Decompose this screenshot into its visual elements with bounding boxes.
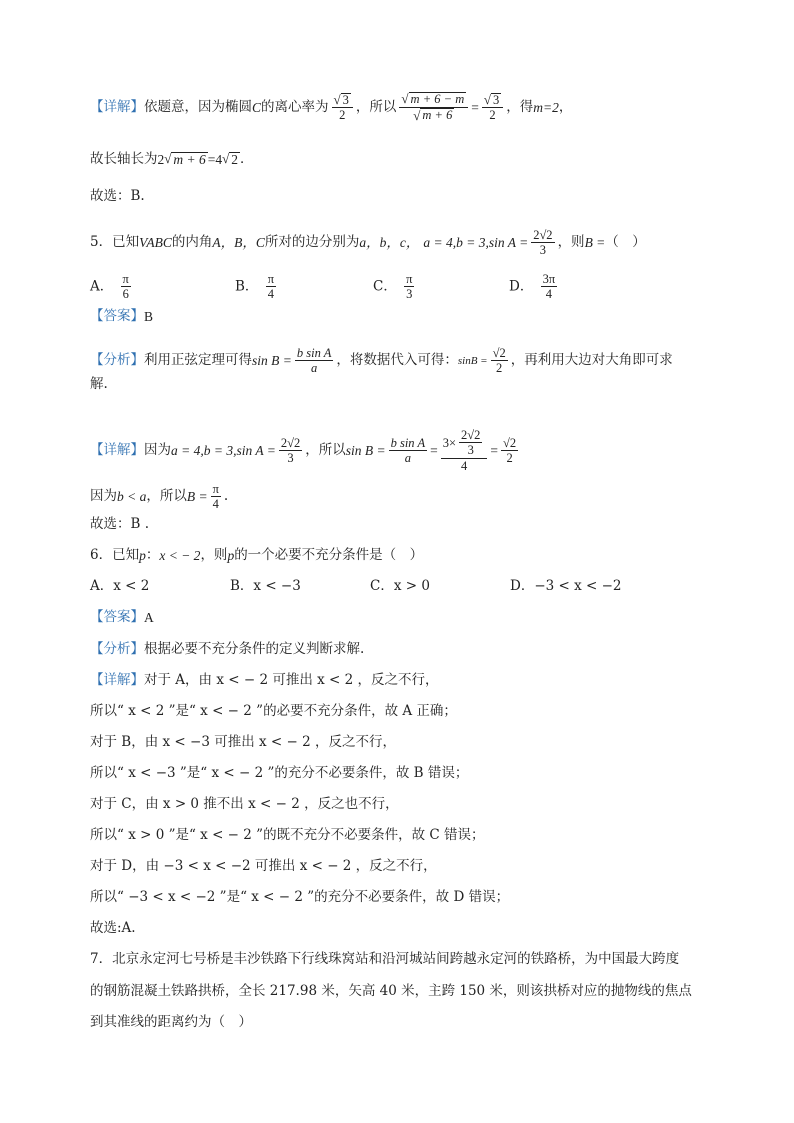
cond: a = 4,b = 3,sin A = xyxy=(423,235,529,251)
option-d[interactable] xyxy=(509,272,560,302)
coef: 2 xyxy=(157,152,165,168)
option-c[interactable] xyxy=(373,272,509,302)
den: 4 xyxy=(460,459,468,474)
q6-detail-line-2 xyxy=(90,736,724,750)
num: π xyxy=(122,272,129,286)
q6-detail-line-3 xyxy=(90,767,724,781)
q6-choose xyxy=(90,922,724,936)
radicand: m + 6 xyxy=(173,152,206,167)
q6-detail-line-1 xyxy=(90,705,724,719)
text: ． xyxy=(240,151,254,168)
q5-analysis-cont xyxy=(90,378,724,392)
eq2: sinB = xyxy=(457,354,488,367)
cond: a = 4,b = 3,sin A = xyxy=(171,443,276,459)
text: ， xyxy=(558,99,573,116)
text: 对于 A，由 x < − 2 可推出 x < 2 ，反之不行， xyxy=(144,672,439,688)
text: 因为 xyxy=(90,488,117,505)
label: D． xyxy=(509,278,534,295)
q5-options xyxy=(90,272,724,302)
eq: sin B = xyxy=(252,353,292,369)
text: 所以“ x < −3 ”是“ x < − 2 ”的充分不必要条件，故 B 错误； xyxy=(90,765,469,781)
q6-analysis xyxy=(90,643,724,657)
option-c[interactable]: C．x > 0 xyxy=(370,578,430,594)
num: 3 xyxy=(493,92,500,107)
num-top: 3× xyxy=(442,436,457,450)
text: 故选：B. xyxy=(90,188,145,204)
q4-choose xyxy=(90,190,724,204)
equals: = xyxy=(471,100,479,116)
eccentricity-fraction-2: √ 3 2 xyxy=(482,93,503,124)
q6-detail-line-5 xyxy=(90,829,724,843)
q5-conclusion xyxy=(90,482,724,512)
text: 的一个必要不充分条件是（ ） xyxy=(234,547,424,563)
option-d[interactable]: D．−3 < x < −2 xyxy=(510,578,622,594)
den: 3 xyxy=(287,451,294,466)
cond: x < − 2 xyxy=(159,548,201,563)
text: 依题意，因为椭圆 xyxy=(144,99,252,116)
text: 所以“ x > 0 ”是“ x < − 2 ”的既不充分不必要条件，故 C 错误； xyxy=(90,827,485,843)
text: ： xyxy=(145,547,160,563)
q6-stem xyxy=(90,549,724,563)
den: m + 6 xyxy=(422,107,453,122)
text: 到其准线的距离约为（ ） xyxy=(90,1014,252,1030)
analysis-tag: 【分析】 xyxy=(90,641,144,657)
detail-tag: 【详解】 xyxy=(90,442,144,459)
q6-detail-line-7 xyxy=(90,891,724,905)
text: 对于 B，由 x < −3 可推出 x < − 2 ，反之不行， xyxy=(90,734,396,750)
num: 3π xyxy=(542,272,556,286)
answer-tag: 【答案】 xyxy=(90,609,144,625)
analysis-tag: 【分析】 xyxy=(90,352,144,369)
text: 利用正弦定理可得 xyxy=(144,352,252,369)
q5-choose xyxy=(90,518,724,532)
num: π xyxy=(267,272,275,286)
q7-line-2 xyxy=(90,1016,724,1030)
num: 2√2 xyxy=(461,428,481,442)
text: 所对的边分别为 xyxy=(264,234,360,251)
option-a[interactable]: A．x < 2 xyxy=(90,578,150,594)
text: 的离心率为 xyxy=(261,99,329,116)
num: √2 xyxy=(492,346,506,360)
text: 的钢筋混凝土铁路拱桥，全长 217.98 米，矢高 40 米，主跨 150 米，则该拱桥对应的抛物线的焦点 xyxy=(90,983,692,999)
text: 所以“ x < 2 ”是“ x < − 2 ”的必要不充分条件，故 A 正确； xyxy=(90,703,457,719)
b: B = xyxy=(584,235,606,251)
label: B． xyxy=(235,278,259,295)
sides: a，b，c， xyxy=(359,235,420,251)
ratio-fraction: √ m + 6 − m √ m + 6 xyxy=(399,92,468,124)
num: 2√2 xyxy=(533,228,553,242)
text: ，再利用大边对大角即可求 xyxy=(510,352,673,369)
text: 5．已知 xyxy=(90,234,140,251)
den: 3 xyxy=(539,243,546,258)
den: 4 xyxy=(267,287,274,302)
den: 4 xyxy=(545,287,553,302)
text: ，所以 xyxy=(146,488,187,505)
text: 对于 C，由 x > 0 推不出 x < − 2 ，反之也不行， xyxy=(90,796,399,812)
q4-detail-line xyxy=(90,92,724,124)
text: 7．北京永定河七号桥是丰沙铁路下行线珠窝站和沿河城站间跨越永定河的铁路桥，为中国最大跨度 xyxy=(90,951,680,967)
q6-options xyxy=(90,580,724,594)
option-a[interactable] xyxy=(90,272,235,302)
q7-line-1 xyxy=(90,985,724,999)
q6-detail-line-0 xyxy=(90,674,724,688)
den: 3 xyxy=(406,287,413,302)
num: π xyxy=(406,272,413,286)
nested-fraction xyxy=(441,428,488,474)
text: ，得 xyxy=(506,99,534,116)
option-b[interactable]: B．x < −3 xyxy=(230,578,301,594)
radicand: 2 xyxy=(231,152,239,167)
ineq: b < a xyxy=(117,489,147,505)
answer: B xyxy=(144,309,154,324)
option-b[interactable] xyxy=(235,272,373,302)
p: p xyxy=(227,548,235,563)
answer-tag: 【答案】 xyxy=(90,308,144,324)
q6-detail-line-4 xyxy=(90,798,724,812)
text: 根据必要不充分条件的定义判断求解. xyxy=(144,641,365,657)
eccentricity-fraction: √ 3 2 xyxy=(332,93,353,124)
text: 的内角 xyxy=(171,234,213,251)
den: 6 xyxy=(122,287,129,302)
q5-detail: 【详解】 因为 a = 4,b = 3,sin A = $\frac{2√2}{3}$ ，所以 sin B = $\frac{\text{b sin A}}{a}$ = 3× $\frac{2√2}{3}$ 4 = $\frac{√2}{2}$ xyxy=(90,428,517,474)
q5-answer xyxy=(90,310,724,324)
text: ，所以 xyxy=(305,442,346,459)
triangle: VABC xyxy=(139,235,172,251)
text: （ ） xyxy=(605,234,646,251)
den: 2 xyxy=(506,451,513,466)
text: 故长轴长为 xyxy=(90,151,158,168)
text: ，所以 xyxy=(355,99,397,116)
q4-major-axis-line: 故长轴长为 2 √ m + 6 =4 √ 2 ． xyxy=(90,151,254,168)
text: ，则 xyxy=(557,234,585,251)
q7-line-0 xyxy=(90,953,724,967)
m-result: m=2 xyxy=(533,100,559,116)
text: ，则 xyxy=(200,547,228,563)
text: ，将数据代入可得： xyxy=(336,352,458,369)
q6-answer xyxy=(90,611,724,625)
text: . xyxy=(223,488,229,505)
text: 故选:A. xyxy=(90,920,136,936)
text: 故选：B . xyxy=(90,516,150,532)
text: 因为 xyxy=(144,442,171,459)
den: a xyxy=(311,361,318,376)
den: 2 xyxy=(496,361,503,376)
p: p xyxy=(139,548,146,563)
vars: A，B，C xyxy=(212,235,265,251)
text: 所以“ −3 < x < −2 ”是“ x < − 2 ”的充分不必要条件，故 D 错误； xyxy=(90,889,510,905)
text: 6．已知 xyxy=(90,547,140,563)
num: 2√2 xyxy=(280,436,301,450)
num: b sin A xyxy=(390,436,426,450)
num: b sin A xyxy=(296,346,332,360)
text: 解. xyxy=(90,376,108,392)
q6-detail-line-6 xyxy=(90,860,724,874)
num: m + 6 − m xyxy=(410,92,465,106)
var-c: C xyxy=(252,100,262,116)
num: √2 xyxy=(503,436,517,450)
sin: sin B = xyxy=(345,443,386,459)
num: π xyxy=(212,482,219,496)
den: 2 xyxy=(339,108,346,123)
den: 4 xyxy=(212,497,219,512)
den: 2 xyxy=(489,108,496,123)
detail-tag: 【详解】 xyxy=(90,99,144,116)
label: A． xyxy=(90,278,114,295)
text: 对于 D，由 −3 < x < −2 可推出 x < − 2 ，反之不行， xyxy=(90,858,437,874)
text: =4 xyxy=(207,152,223,168)
b: B = xyxy=(186,489,208,505)
q5-stem xyxy=(90,228,724,258)
num: 3 xyxy=(342,92,349,107)
label: C． xyxy=(373,278,397,295)
den: 3 xyxy=(467,443,474,458)
answer: A xyxy=(144,610,154,625)
cond-fraction xyxy=(531,228,554,258)
q5-analysis xyxy=(90,346,724,376)
detail-tag: 【详解】 xyxy=(90,672,144,688)
den: a xyxy=(404,451,411,466)
